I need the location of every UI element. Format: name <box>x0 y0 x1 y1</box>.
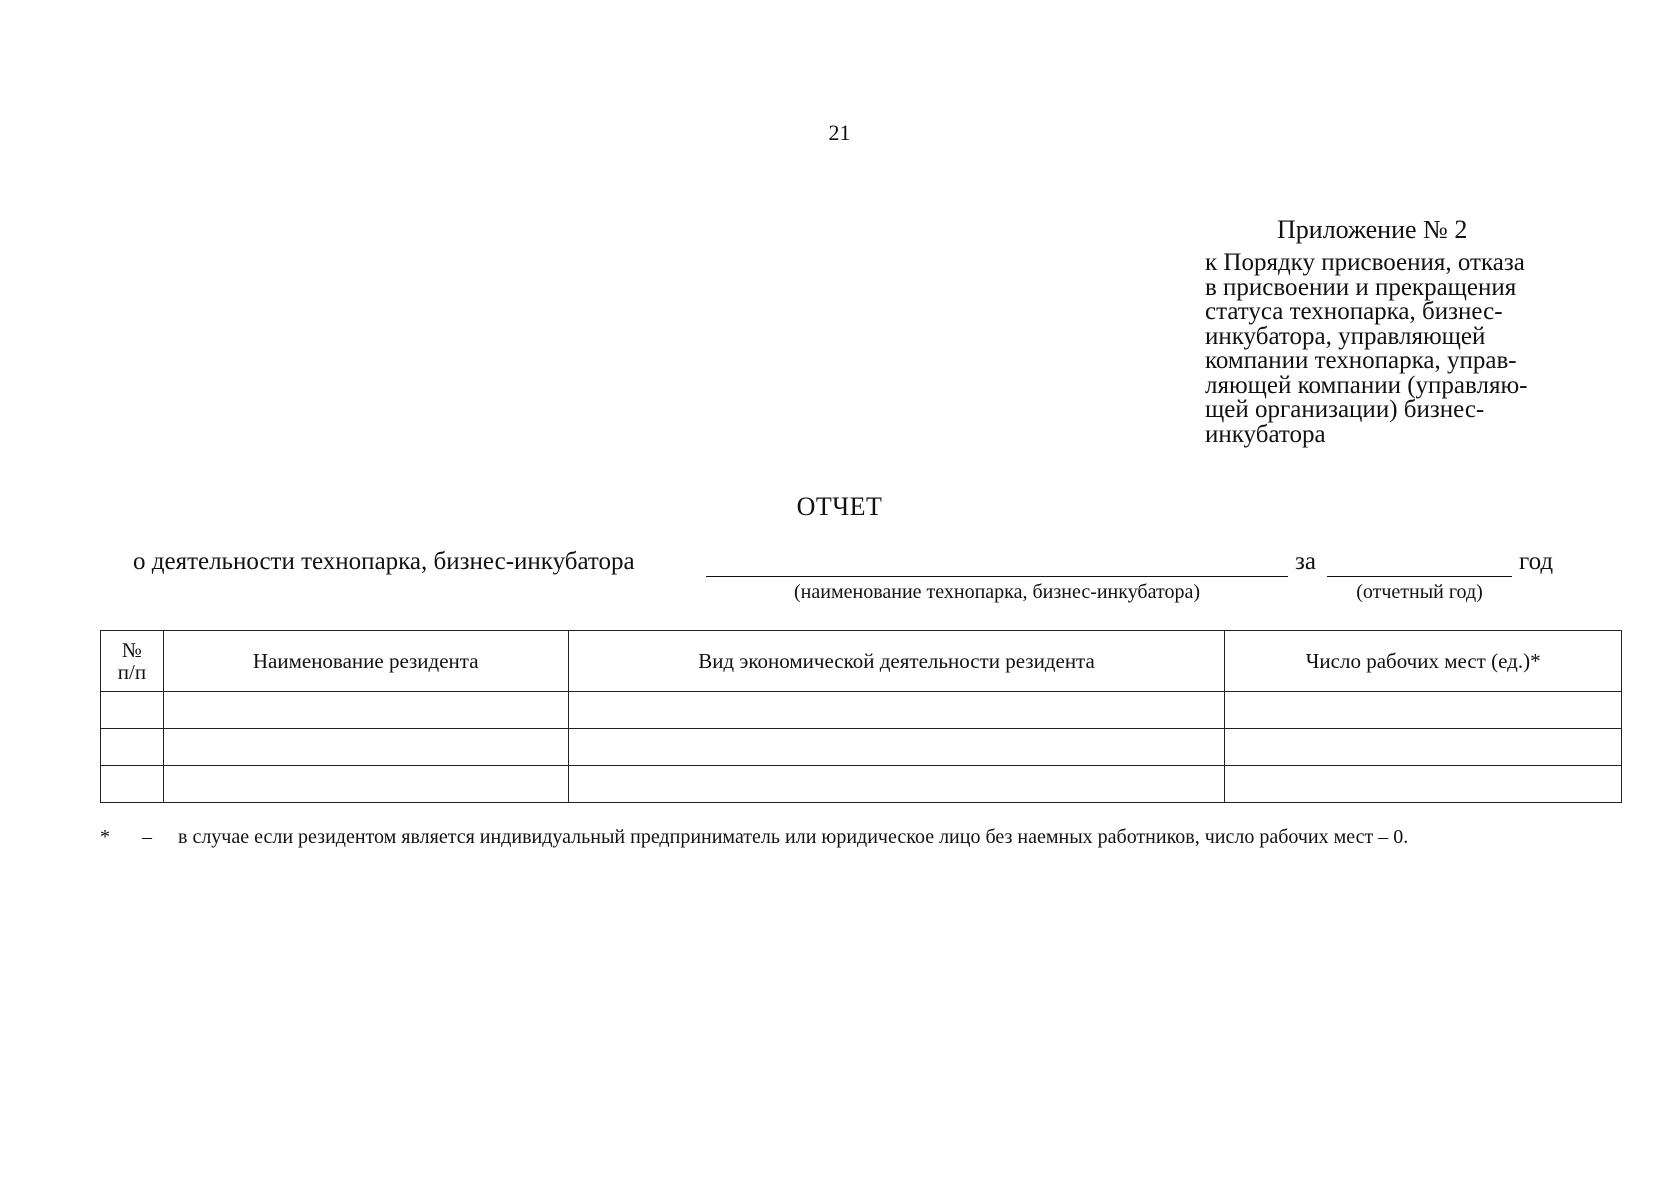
appendix-line: щей организации) бизнес- <box>1205 396 1485 423</box>
appendix-line: инкубатора, управляющей <box>1205 322 1486 350</box>
appendix-text <box>1205 251 1585 447</box>
report-year-blank[interactable] <box>1327 576 1512 577</box>
appendix-line: в присвоении и прекращения <box>1205 273 1517 301</box>
appendix-title: Приложение № 2 <box>1277 215 1468 244</box>
subtitle-prefix: о деятельности технопарка, бизнес-инкубатора <box>133 548 635 575</box>
appendix-line: инкубатора <box>1205 420 1326 448</box>
cell-economic-activity[interactable] <box>568 729 1225 766</box>
cell-resident-name[interactable] <box>163 766 568 803</box>
subtitle-year: год <box>1519 548 1554 575</box>
table-row <box>101 729 1622 766</box>
header-jobs-count: Число рабочих мест (ед.)* <box>1225 631 1622 692</box>
technopark-name-blank[interactable] <box>706 576 1288 577</box>
report-subtitle <box>0 548 1679 608</box>
technopark-name-caption: (наименование технопарка, бизнес-инкубатора) <box>794 581 1200 603</box>
header-resident-name: Наименование резидента <box>163 631 568 692</box>
cell-economic-activity[interactable] <box>568 766 1225 803</box>
residents-table <box>100 630 1622 803</box>
table-row <box>101 766 1622 803</box>
appendix-block <box>1205 215 1585 447</box>
report-year-caption: (отчетный год) <box>1356 581 1483 603</box>
appendix-line: компании технопарка, управ- <box>1205 347 1517 374</box>
cell-jobs-count[interactable] <box>1225 692 1622 729</box>
footnote-dash: – <box>142 826 152 848</box>
cell-economic-activity[interactable] <box>568 692 1225 729</box>
header-number-line1: № <box>121 638 142 662</box>
appendix-line: статуса технопарка, бизнес- <box>1205 298 1503 325</box>
footnote-marker: * <box>100 826 110 848</box>
header-number-line2: п/п <box>117 660 147 684</box>
subtitle-for: за <box>1295 548 1316 575</box>
cell-number[interactable] <box>101 766 164 803</box>
cell-jobs-count[interactable] <box>1225 766 1622 803</box>
header-number <box>101 631 164 692</box>
appendix-line: ляющей компании (управляю- <box>1205 371 1528 399</box>
appendix-line: к Порядку присвоения, отказа <box>1205 249 1525 276</box>
page-number: 21 <box>828 120 851 145</box>
footnote <box>100 825 1622 850</box>
cell-jobs-count[interactable] <box>1225 729 1622 766</box>
table-header-row <box>101 631 1622 692</box>
cell-number[interactable] <box>101 692 164 729</box>
table-row <box>101 692 1622 729</box>
cell-resident-name[interactable] <box>163 692 568 729</box>
cell-resident-name[interactable] <box>163 729 568 766</box>
header-economic-activity: Вид экономической деятельности резидента <box>568 631 1225 692</box>
footnote-text: в случае если резидентом является индивидуальный предприниматель или юридическое лицо без наемных работников, число рабочих мест – 0. <box>178 826 1409 848</box>
cell-number[interactable] <box>101 729 164 766</box>
report-title: ОТЧЕТ <box>796 492 883 521</box>
